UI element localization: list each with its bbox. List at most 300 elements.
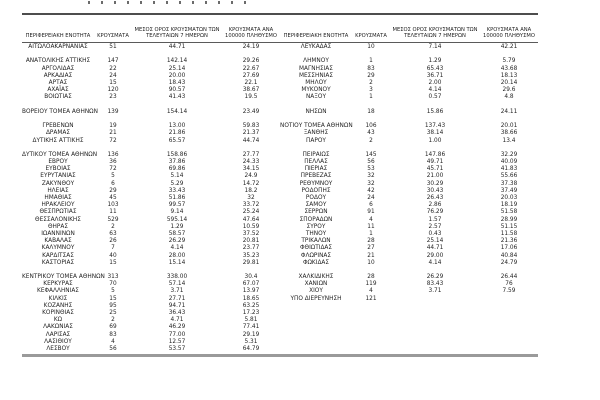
region-name-cell: ΘΕΣΣΑΛΟΝΙΚΗΣ xyxy=(35,216,81,223)
rate-per-100k-cell: 42.21 xyxy=(500,44,518,51)
cases-cell: 56 xyxy=(367,159,375,166)
cases-cell: 83 xyxy=(367,65,375,72)
cases-cell: 7 xyxy=(111,245,115,252)
table-row xyxy=(22,44,538,51)
table-row xyxy=(22,188,538,195)
rate-per-100k-cell: 13.97 xyxy=(242,288,260,295)
region-name-cell: ΣΥΡΟΥ xyxy=(306,223,326,230)
avg-7day-cell: 4.14 xyxy=(428,87,442,94)
avg-7day-cell: 0.57 xyxy=(428,94,442,101)
rate-per-100k-cell: 33.72 xyxy=(242,202,260,209)
rate-per-100k-cell: 18.65 xyxy=(242,295,260,302)
rate-per-100k-cell: 7.59 xyxy=(502,288,516,295)
region-name-cell: ΣΕΡΡΩΝ xyxy=(304,209,328,216)
region-name-cell: ΠΡΕΒΕΖΑΣ xyxy=(300,173,332,180)
rate-per-100k-cell: 21.36 xyxy=(500,238,518,245)
cases-cell: 72 xyxy=(109,137,117,144)
rate-per-100k-cell: 5.81 xyxy=(244,317,258,324)
table-row xyxy=(22,94,538,101)
avg-7day-cell: 30.43 xyxy=(426,187,444,194)
region-name-cell: ΗΜΑΘΙΑΣ xyxy=(44,195,72,202)
region-name-cell: ΚΕΡΚΥΡΑΣ xyxy=(43,281,73,288)
rate-per-100k-cell: 28.99 xyxy=(500,216,518,223)
rate-per-100k-cell: 24.79 xyxy=(500,259,518,266)
table-row xyxy=(22,152,538,159)
avg-7day-cell: 76.29 xyxy=(426,209,444,216)
rate-per-100k-cell: 64.79 xyxy=(242,345,260,352)
rate-per-100k-cell: 43.68 xyxy=(500,65,518,72)
cases-cell: 1 xyxy=(369,58,373,65)
avg-7day-cell: 99.57 xyxy=(168,202,186,209)
region-name-cell: ΔΥΤΙΚΗΣ ΑΤΤΙΚΗΣ xyxy=(32,137,84,144)
table-row xyxy=(22,58,538,65)
region-name-cell: ΜΕΣΣΗΝΙΑΣ xyxy=(298,72,334,79)
table-row xyxy=(22,231,538,238)
region-name-cell: ΗΡΑΚΛΕΙΟΥ xyxy=(41,202,75,209)
region-name-cell: ΝΗΣΩΝ xyxy=(305,108,327,115)
rate-per-100k-cell: 23.49 xyxy=(242,108,260,115)
avg-7day-cell: 18.43 xyxy=(168,80,186,87)
table-row xyxy=(22,123,538,130)
rate-per-100k-cell: 20.14 xyxy=(500,80,518,87)
rate-per-100k-cell: 77.41 xyxy=(242,324,260,331)
region-name-cell: ΠΙΕΡΙΑΣ xyxy=(304,166,328,173)
region-name-cell: ΗΛΕΙΑΣ xyxy=(47,187,69,194)
column-header-avg-7day: ΜΕΣΟΣ ΟΡΟΣ ΚΡΟΥΣΜΑΤΩΝ ΤΩΝ ΤΕΛΕΥΤΑΙΩΝ 7 ΗΜΕΡΩΝ xyxy=(392,27,478,39)
table-row xyxy=(22,130,538,137)
cases-cell: 18 xyxy=(367,108,375,115)
rate-per-100k-cell: 23.77 xyxy=(242,245,260,252)
avg-7day-cell: 7.14 xyxy=(428,44,442,51)
avg-7day-cell: 58.57 xyxy=(168,230,186,237)
table-row xyxy=(22,195,538,202)
rate-per-100k-cell: 55.66 xyxy=(500,173,518,180)
table-body xyxy=(22,44,538,353)
avg-7day-cell: 33.43 xyxy=(168,187,186,194)
table-row xyxy=(22,224,538,231)
cases-cell: 1 xyxy=(369,230,373,237)
rate-per-100k-cell: 63.25 xyxy=(242,302,260,309)
region-name-cell: ΜΥΚΟΝΟΥ xyxy=(301,87,331,94)
cases-cell: 3 xyxy=(369,87,373,94)
avg-7day-cell: 147.86 xyxy=(424,151,446,158)
avg-7day-cell: 2.86 xyxy=(428,202,442,209)
region-name-cell: ΘΕΣΠΡΩΤΙΑΣ xyxy=(39,209,77,216)
rate-per-100k-cell: 30.4 xyxy=(244,274,258,281)
cases-cell: 4 xyxy=(111,338,115,345)
rate-per-100k-cell: 29.19 xyxy=(242,331,260,338)
rate-per-100k-cell: 20.03 xyxy=(500,195,518,202)
rate-per-100k-cell: 10.59 xyxy=(242,223,260,230)
avg-7day-cell: 25.14 xyxy=(426,238,444,245)
table-row xyxy=(22,281,538,288)
cases-cell: 136 xyxy=(107,151,119,158)
avg-7day-cell: 154.14 xyxy=(166,108,188,115)
region-name-cell: ΒΟΡΕΙΟΥ ΤΟΜΕΑ ΑΘΗΝΩΝ xyxy=(22,108,98,115)
cases-cell: 21 xyxy=(367,252,375,259)
rate-per-100k-cell: 27.77 xyxy=(242,151,260,158)
cases-cell: 1 xyxy=(369,94,373,101)
cases-cell: 69 xyxy=(109,324,117,331)
cases-cell: 5 xyxy=(111,173,115,180)
rate-per-100k-cell: 19.5 xyxy=(244,94,258,101)
cases-cell: 6 xyxy=(369,202,373,209)
region-name-cell: ΚΕΝΤΡΙΚΟΥ ΤΟΜΕΑ ΑΘΗΝΩΝ xyxy=(22,274,105,281)
avg-7day-cell: 65.57 xyxy=(168,137,186,144)
avg-7day-cell: 25.14 xyxy=(168,65,186,72)
table-row xyxy=(22,209,538,216)
rate-per-100k-cell: 37.52 xyxy=(242,230,260,237)
region-name-cell: ΔΡΑΜΑΣ xyxy=(45,130,71,137)
avg-7day-cell: 36.71 xyxy=(426,72,444,79)
avg-7day-cell: 41.43 xyxy=(168,94,186,101)
cases-cell: 4 xyxy=(369,288,373,295)
rate-per-100k-cell: 40.84 xyxy=(500,252,518,259)
cases-cell: 53 xyxy=(367,166,375,173)
table-row xyxy=(22,260,538,267)
region-name-cell: ΧΑΝΙΩΝ xyxy=(304,281,328,288)
avg-7day-cell: 26.29 xyxy=(426,274,444,281)
cases-cell: 24 xyxy=(109,72,117,79)
region-name-cell: ΛΗΜΝΟΥ xyxy=(303,58,329,65)
region-name-cell: ΔΥΤΙΚΟΥ ΤΟΜΕΑ ΑΘΗΝΩΝ xyxy=(22,151,98,158)
avg-7day-cell: 595.14 xyxy=(166,216,188,223)
cases-cell: 5 xyxy=(111,288,115,295)
region-name-cell: ΚΟΡΙΝΘΙΑΣ xyxy=(42,310,74,317)
cases-cell: 28 xyxy=(367,274,375,281)
cases-cell: 56 xyxy=(109,345,117,352)
cases-cell: 40 xyxy=(109,252,117,259)
cases-cell: 313 xyxy=(107,274,119,281)
table-row xyxy=(22,245,538,252)
region-name-cell: ΚΑΡΔΙΤΣΑΣ xyxy=(42,252,74,259)
region-name-cell: ΚΑΛΥΜΝΟΥ xyxy=(41,245,75,252)
region-name-cell: ΑΡΓΟΛΙΔΑΣ xyxy=(41,65,75,72)
region-name-cell: ΜΗΛΟΥ xyxy=(305,80,327,87)
table-row xyxy=(22,317,538,324)
cases-cell: 147 xyxy=(107,58,119,65)
region-name-cell: ΥΠΟ ΔΙΕΡΕΥΝΗΣΗ xyxy=(290,295,342,302)
column-header-rate-per-100k: ΚΡΟΥΣΜΑΤΑ ΑΝΑ 100000 ΠΛΗΘΥΣΜΟ xyxy=(225,27,277,39)
avg-7day-cell: 1.57 xyxy=(428,216,442,223)
cases-cell: 119 xyxy=(365,281,377,288)
avg-7day-cell: 57.14 xyxy=(168,281,186,288)
region-name-cell: ΑΝΑΤΟΛΙΚΗΣ ΑΤΤΙΚΗΣ xyxy=(25,58,91,65)
avg-7day-cell: 26.29 xyxy=(168,238,186,245)
table-row xyxy=(22,173,538,180)
cases-cell: 10 xyxy=(367,259,375,266)
region-name-cell: ΛΕΥΚΑΔΑΣ xyxy=(300,44,332,51)
avg-7day-cell: 1.29 xyxy=(428,58,442,65)
column-header-cases: ΚΡΟΥΣΜΑΤΑ xyxy=(355,33,387,39)
table-row xyxy=(22,296,538,303)
avg-7day-cell: 65.43 xyxy=(426,65,444,72)
rate-per-100k-cell: 37.49 xyxy=(500,187,518,194)
cases-cell: 43 xyxy=(367,130,375,137)
avg-7day-cell: 9.14 xyxy=(170,209,184,216)
avg-7day-cell: 5.14 xyxy=(170,173,184,180)
avg-7day-cell: 2.00 xyxy=(428,80,442,87)
cases-cell: 4 xyxy=(369,216,373,223)
avg-7day-cell: 4.14 xyxy=(428,259,442,266)
rate-per-100k-cell: 14.72 xyxy=(242,180,260,187)
cases-cell: 121 xyxy=(365,295,377,302)
table-row xyxy=(22,159,538,166)
rate-per-100k-cell: 5.31 xyxy=(244,338,258,345)
avg-7day-cell: 3.71 xyxy=(428,288,442,295)
avg-7day-cell: 5.29 xyxy=(170,180,184,187)
region-name-cell: ΜΑΓΝΗΣΙΑΣ xyxy=(299,65,333,72)
rate-per-100k-cell: 25.24 xyxy=(242,209,260,216)
rate-per-100k-cell: 11.58 xyxy=(500,230,518,237)
avg-7day-cell: 46.29 xyxy=(168,324,186,331)
region-name-cell: ΣΠΟΡΑΔΩΝ xyxy=(299,216,333,223)
region-name-cell: ΑΙΤΩΛΟΑΚΑΡΝΑΝΙΑΣ xyxy=(28,44,88,51)
region-name-cell: ΝΑΞΟΥ xyxy=(305,94,327,101)
table-row xyxy=(22,288,538,295)
column-header-avg-7day: ΜΕΣΟΣ ΟΡΟΣ ΚΡΟΥΣΜΑΤΩΝ ΤΩΝ ΤΕΛΕΥΤΑΙΩΝ 7 ΗΜΕΡΩΝ xyxy=(134,27,220,39)
region-name-cell: ΕΥΒΟΙΑΣ xyxy=(45,166,71,173)
spacer-row xyxy=(22,145,538,152)
region-name-cell: ΑΡΤΑΣ xyxy=(48,80,68,87)
region-name-cell: ΛΕΣΒΟΥ xyxy=(46,345,70,352)
cases-cell: 6 xyxy=(111,180,115,187)
avg-7day-cell: 38.14 xyxy=(426,130,444,137)
region-name-cell: ΞΑΝΘΗΣ xyxy=(303,130,329,137)
avg-7day-cell: 83.43 xyxy=(426,281,444,288)
rate-per-100k-cell: 38.67 xyxy=(242,87,260,94)
cases-cell: 29 xyxy=(109,187,117,194)
region-name-cell: ΖΑΚΥΝΘΟΥ xyxy=(41,180,75,187)
avg-7day-cell: 3.71 xyxy=(170,288,184,295)
cases-cell: 106 xyxy=(365,123,377,130)
table-row xyxy=(22,109,538,116)
region-name-cell: ΚΑΣΤΟΡΙΑΣ xyxy=(41,259,75,266)
rate-per-100k-cell: 35.23 xyxy=(242,252,260,259)
avg-7day-cell: 1.00 xyxy=(428,137,442,144)
rate-per-100k-cell: 40.09 xyxy=(500,159,518,166)
cases-cell: 23 xyxy=(109,94,117,101)
rate-per-100k-cell: 18.2 xyxy=(244,187,258,194)
avg-7day-cell: 26.43 xyxy=(426,195,444,202)
avg-7day-cell: 90.57 xyxy=(168,87,186,94)
column-header-region: ΠΕΡΙΦΕΡΕΙΑΚΗ ΕΝΟΤΗΤΑ xyxy=(283,33,349,39)
rate-per-100k-cell: 32 xyxy=(247,195,255,202)
region-name-cell: ΡΕΘΥΜΝΟΥ xyxy=(299,180,333,187)
avg-7day-cell: 12.57 xyxy=(168,338,186,345)
cases-cell: 95 xyxy=(109,302,117,309)
region-name-cell: ΠΕΙΡΑΙΩΣ xyxy=(302,151,330,158)
region-name-cell: ΧΙΟΥ xyxy=(309,288,323,295)
cases-cell: 15 xyxy=(109,295,117,302)
table-row xyxy=(22,238,538,245)
table-row xyxy=(22,310,538,317)
cases-cell: 19 xyxy=(109,123,117,130)
rate-per-100k-cell: 26.44 xyxy=(500,274,518,281)
spacer-row xyxy=(22,51,538,58)
table-row xyxy=(22,332,538,339)
avg-7day-cell: 69.86 xyxy=(168,166,186,173)
region-name-cell: ΝΟΤΙΟΥ ΤΟΜΕΑ ΑΘΗΝΩΝ xyxy=(280,123,353,130)
table-row xyxy=(22,339,538,346)
avg-7day-cell: 94.71 xyxy=(168,302,186,309)
cases-cell: 26 xyxy=(109,238,117,245)
avg-7day-cell: 36.43 xyxy=(168,310,186,317)
table-row xyxy=(22,87,538,94)
table-row xyxy=(22,274,538,281)
rate-per-100k-cell: 24.33 xyxy=(242,159,260,166)
rate-per-100k-cell: 27.69 xyxy=(242,72,260,79)
column-header-region: ΠΕΡΙΦΕΡΕΙΑΚΗ ΕΝΟΤΗΤΑ xyxy=(25,33,91,39)
avg-7day-cell: 15.86 xyxy=(426,108,444,115)
table-row xyxy=(22,303,538,310)
rate-per-100k-cell: 5.79 xyxy=(502,58,516,65)
avg-7day-cell: 53.57 xyxy=(168,345,186,352)
rate-per-100k-cell: 29.81 xyxy=(242,259,260,266)
rate-per-100k-cell: 44.74 xyxy=(242,137,260,144)
cases-cell: 91 xyxy=(367,209,375,216)
region-name-cell: ΓΡΕΒΕΝΩΝ xyxy=(42,123,74,130)
cases-cell: 120 xyxy=(107,87,119,94)
cases-cell: 24 xyxy=(367,195,375,202)
cases-cell: 32 xyxy=(367,180,375,187)
spacer-row xyxy=(22,267,538,274)
region-name-cell: ΕΥΡΥΤΑΝΙΑΣ xyxy=(40,173,76,180)
cases-cell: 45 xyxy=(109,195,117,202)
rate-per-100k-cell: 17.06 xyxy=(500,245,518,252)
avg-7day-cell: 77.00 xyxy=(168,331,186,338)
rate-per-100k-cell: 24.9 xyxy=(244,173,258,180)
cases-cell: 36 xyxy=(109,159,117,166)
header-underline xyxy=(22,42,538,43)
region-name-cell: ΦΛΩΡΙΝΑΣ xyxy=(300,252,332,259)
table-row xyxy=(22,217,538,224)
rate-per-100k-cell: 4.8 xyxy=(504,94,514,101)
region-name-cell: ΛΑΚΩΝΙΑΣ xyxy=(43,324,73,331)
rate-per-100k-cell: 67.07 xyxy=(242,281,260,288)
cases-cell: 2 xyxy=(111,223,115,230)
region-name-cell: ΚΑΒΑΛΑΣ xyxy=(44,238,72,245)
region-name-cell: ΒΟΙΩΤΙΑΣ xyxy=(44,94,72,101)
region-name-cell: ΑΡΚΑΔΙΑΣ xyxy=(43,72,73,79)
cases-cell: 29 xyxy=(367,72,375,79)
cases-cell: 32 xyxy=(367,173,375,180)
avg-7day-cell: 15.14 xyxy=(168,259,186,266)
avg-7day-cell: 158.86 xyxy=(166,151,188,158)
cases-cell: 27 xyxy=(367,245,375,252)
rate-per-100k-cell: 32.29 xyxy=(500,151,518,158)
cases-cell: 15 xyxy=(109,259,117,266)
rate-per-100k-cell: 51.15 xyxy=(500,223,518,230)
region-name-cell: ΚΩ xyxy=(53,317,63,324)
avg-7day-cell: 142.14 xyxy=(166,58,188,65)
cases-cell: 42 xyxy=(367,187,375,194)
region-name-cell: ΦΘΙΩΤΙΔΑΣ xyxy=(299,245,333,252)
rate-per-100k-cell: 29.6 xyxy=(502,87,516,94)
avg-7day-cell: 2.57 xyxy=(428,223,442,230)
rate-per-100k-cell: 29.26 xyxy=(242,58,260,65)
avg-7day-cell: 137.43 xyxy=(424,123,446,130)
rate-per-100k-cell: 18.19 xyxy=(500,202,518,209)
avg-7day-cell: 27.71 xyxy=(168,295,186,302)
region-name-cell: ΚΕΦΑΛΛΗΝΙΑΣ xyxy=(37,288,79,295)
avg-7day-cell: 338.00 xyxy=(166,274,188,281)
region-name-cell: ΧΑΛΚΙΔΙΚΗΣ xyxy=(298,274,334,281)
clipped-title-line xyxy=(88,1,256,4)
avg-7day-cell: 28.00 xyxy=(168,252,186,259)
cases-cell: 15 xyxy=(109,80,117,87)
table-row xyxy=(22,202,538,209)
rate-per-100k-cell: 17.23 xyxy=(242,310,260,317)
rate-per-100k-cell: 13.4 xyxy=(502,137,516,144)
cases-cell: 21 xyxy=(109,130,117,137)
table-row xyxy=(22,80,538,87)
spacer-row xyxy=(22,102,538,109)
table-row xyxy=(22,252,538,259)
rate-per-100k-cell: 22.1 xyxy=(244,80,258,87)
cases-cell: 51 xyxy=(109,44,117,51)
table-row xyxy=(22,66,538,73)
rate-per-100k-cell: 76 xyxy=(505,281,513,288)
cases-cell: 139 xyxy=(107,108,119,115)
region-name-cell: ΦΩΚΙΔΑΣ xyxy=(302,259,330,266)
rate-per-100k-cell: 34.15 xyxy=(242,166,260,173)
region-name-cell: ΕΒΡΟΥ xyxy=(48,159,68,166)
rate-per-100k-cell: 47.64 xyxy=(242,216,260,223)
table-row xyxy=(22,166,538,173)
table-row xyxy=(22,73,538,80)
avg-7day-cell: 21.86 xyxy=(168,130,186,137)
table-row xyxy=(22,137,538,144)
rate-per-100k-cell: 20.81 xyxy=(242,238,260,245)
rate-per-100k-cell: 24.19 xyxy=(242,44,260,51)
cases-cell: 11 xyxy=(367,223,375,230)
region-name-cell: ΤΡΙΚΑΛΩΝ xyxy=(301,238,331,245)
region-name-cell: ΘΗΡΑΣ xyxy=(47,223,69,230)
column-header-rate-per-100k: ΚΡΟΥΣΜΑΤΑ ΑΝΑ 100000 ΠΛΗΘΥΣΜΟ xyxy=(483,27,535,39)
region-name-cell: ΚΟΖΑΝΗΣ xyxy=(43,302,73,309)
rate-per-100k-cell: 59.83 xyxy=(242,123,260,130)
avg-7day-cell: 1.29 xyxy=(170,223,184,230)
region-name-cell: ΠΑΡΟΥ xyxy=(306,137,326,144)
table-row xyxy=(22,324,538,331)
region-name-cell: ΑΧΑΪΑΣ xyxy=(47,87,69,94)
region-name-cell: ΠΕΛΛΑΣ xyxy=(304,159,328,166)
avg-7day-cell: 13.00 xyxy=(168,123,186,130)
cases-cell: 103 xyxy=(107,202,119,209)
column-header-cases: ΚΡΟΥΣΜΑΤΑ xyxy=(97,33,129,39)
cases-cell: 10 xyxy=(367,44,375,51)
rate-per-100k-cell: 37.38 xyxy=(500,180,518,187)
avg-7day-cell: 20.00 xyxy=(168,72,186,79)
cases-cell: 11 xyxy=(109,209,117,216)
avg-7day-cell: 21.00 xyxy=(426,173,444,180)
avg-7day-cell: 44.71 xyxy=(426,245,444,252)
avg-7day-cell: 4.71 xyxy=(170,317,184,324)
rate-per-100k-cell: 24.11 xyxy=(500,108,518,115)
cases-cell: 63 xyxy=(109,230,117,237)
rate-per-100k-cell: 20.01 xyxy=(500,123,518,130)
avg-7day-cell: 37.86 xyxy=(168,159,186,166)
cases-cell: 83 xyxy=(109,331,117,338)
cases-cell: 72 xyxy=(109,166,117,173)
cases-cell: 25 xyxy=(109,310,117,317)
table-row xyxy=(22,181,538,188)
cases-cell: 2 xyxy=(369,137,373,144)
region-name-cell: ΡΟΔΟΥ xyxy=(305,195,327,202)
rate-per-100k-cell: 41.83 xyxy=(500,166,518,173)
rate-per-100k-cell: 51.58 xyxy=(500,209,518,216)
